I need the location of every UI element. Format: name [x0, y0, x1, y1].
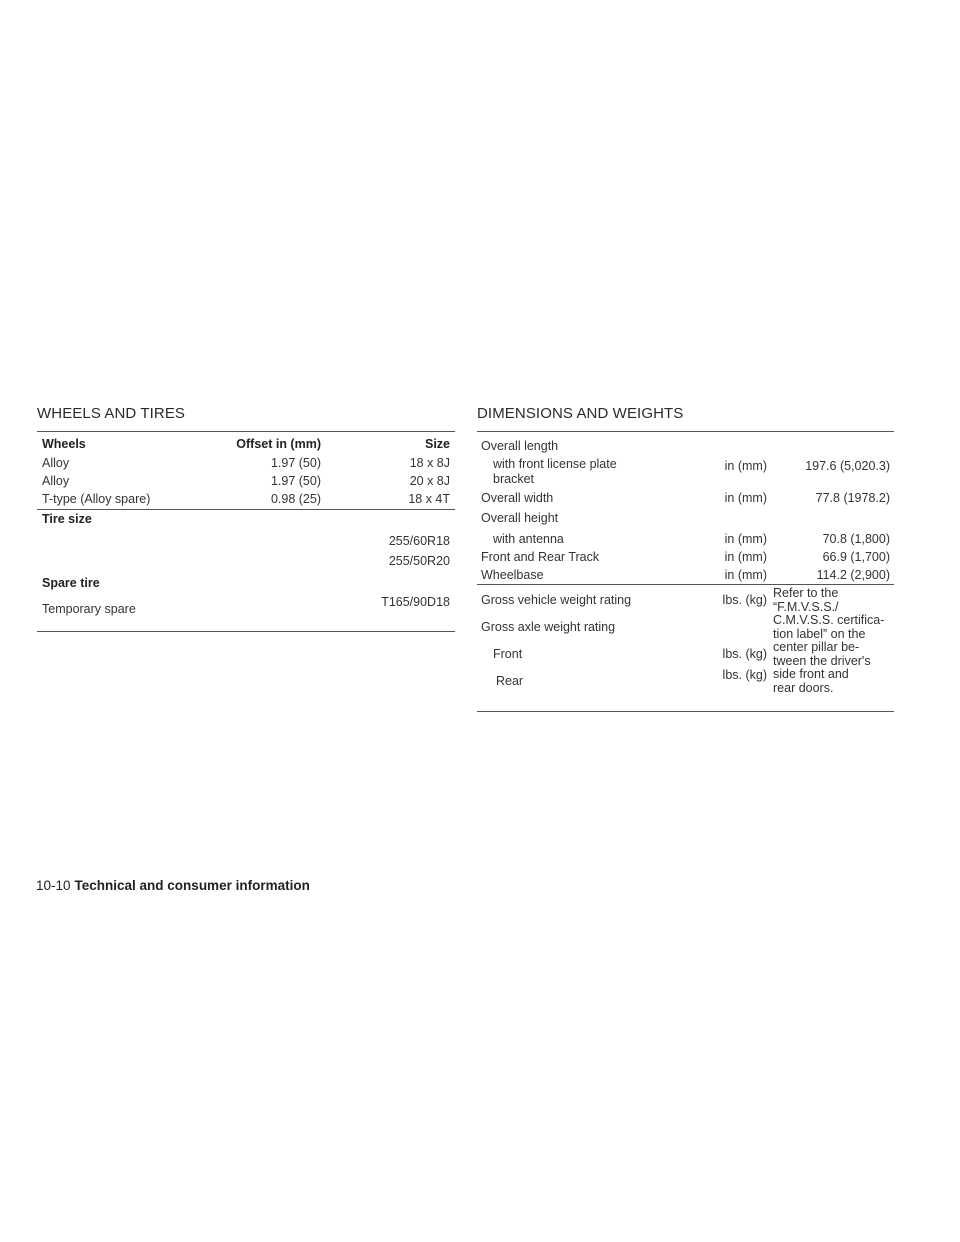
header-offset: Offset in (mm) [236, 437, 321, 451]
overall-width-value: 77.8 (1978.2) [815, 491, 890, 505]
temporary-spare-label: Temporary spare [42, 602, 136, 616]
list-item [37, 532, 455, 552]
note-line: C.M.V.S.S. certifica- [773, 613, 885, 627]
overall-length-row [477, 437, 894, 455]
with-plate-line-2: bracket [493, 472, 534, 486]
overall-width-label: Overall width [481, 491, 554, 505]
with-antenna-value: 70.8 (1,800) [822, 532, 890, 546]
page-number: 10-10 [36, 878, 71, 893]
wheelbase-unit: in (mm) [724, 568, 767, 582]
gvwr-unit: lbs. (kg) [722, 593, 767, 607]
certification-note [773, 587, 891, 695]
rear-unit: lbs. (kg) [722, 668, 767, 682]
gvwr-label: Gross vehicle weight rating [481, 593, 632, 607]
wheels-tires-table [37, 431, 455, 632]
tire-size-value: 255/50R20 [388, 554, 450, 568]
front-label: Front [493, 647, 523, 661]
note-line: Refer to the [773, 586, 839, 600]
list-item [37, 552, 455, 572]
front-unit: lbs. (kg) [722, 647, 767, 661]
track-unit: in (mm) [724, 550, 767, 564]
with-plate-row [477, 455, 894, 489]
wheelbase-row [477, 566, 894, 585]
wheel-type: Alloy [42, 456, 70, 470]
weight-rating-block [477, 585, 894, 711]
with-plate-line-1: with front license plate [493, 457, 617, 471]
spare-tire-label: Spare tire [42, 576, 100, 590]
tire-size-label: Tire size [42, 512, 92, 526]
wheelbase-value: 114.2 (2,900) [816, 568, 890, 582]
overall-height-row [477, 509, 894, 527]
wheel-offset: 1.97 (50) [270, 456, 321, 470]
tire-size-value: 255/60R18 [388, 534, 450, 548]
dimensions-weights-title: DIMENSIONS AND WEIGHTS [477, 405, 684, 422]
dimensions-weights-table [477, 431, 894, 712]
wheel-type: T-type (Alloy spare) [42, 492, 151, 506]
with-plate-label [493, 457, 617, 487]
note-line: tion label” on the [773, 626, 866, 641]
table-header-row [37, 435, 455, 454]
rear-label: Rear [496, 674, 524, 688]
overall-width-unit: in (mm) [724, 491, 767, 505]
wheel-offset: 1.97 (50) [270, 474, 321, 488]
with-antenna-row [477, 530, 894, 548]
with-plate-unit: in (mm) [724, 459, 767, 473]
table-row [37, 454, 455, 472]
track-label: Front and Rear Track [481, 550, 600, 564]
wheel-offset: 0.98 (25) [270, 492, 321, 506]
table-row [37, 490, 455, 510]
wheel-size: 18 x 8J [409, 456, 450, 470]
tire-size-heading-row [37, 510, 455, 529]
wheel-size: 20 x 8J [409, 474, 450, 488]
overall-length-label: Overall length [481, 439, 559, 453]
table-row [37, 472, 455, 490]
overall-height-label: Overall height [481, 511, 559, 525]
overall-width-row [477, 489, 894, 509]
page-footer [36, 878, 310, 893]
track-value: 66.9 (1,700) [822, 550, 890, 564]
with-plate-value: 197.6 (5,020.3) [805, 459, 890, 473]
wheels-tires-title: WHEELS AND TIRES [37, 405, 186, 422]
temporary-spare-value: T165/90D18 [381, 595, 450, 609]
note-line: tween the driver's [773, 653, 871, 668]
spare-tire-heading-row [37, 572, 455, 592]
note-line: rear doors. [773, 680, 834, 695]
gawr-label: Gross axle weight rating [481, 620, 616, 634]
header-size: Size [424, 437, 450, 451]
with-antenna-label: with antenna [493, 532, 564, 546]
wheel-size: 18 x 4T [408, 492, 450, 506]
temporary-spare-row [37, 592, 455, 631]
note-line: side front and [773, 667, 849, 681]
header-wheels: Wheels [42, 437, 86, 451]
note-line: center pillar be- [773, 640, 860, 654]
with-antenna-unit: in (mm) [724, 532, 767, 546]
note-line: “F.M.V.S.S./ [773, 599, 839, 614]
footer-title: Technical and consumer information [74, 878, 310, 893]
wheelbase-label: Wheelbase [481, 568, 544, 582]
wheel-type: Alloy [42, 474, 70, 488]
track-row [477, 548, 894, 566]
